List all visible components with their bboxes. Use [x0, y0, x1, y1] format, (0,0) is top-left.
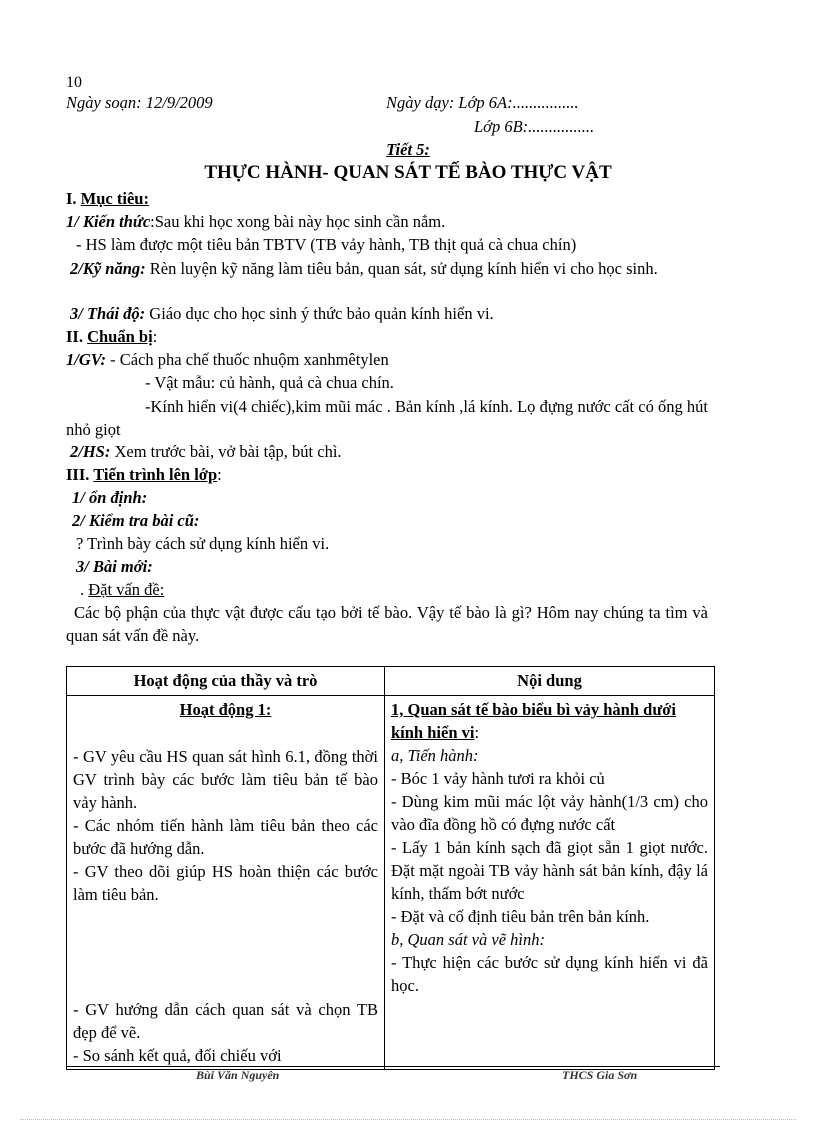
gv-line: [66, 349, 389, 371]
activity-step: - GV yêu cầu HS quan sát hình 6.1, đồng thời GV trình bày các bước làm tiêu bản tế bào vảy hành.: [73, 747, 378, 812]
table-row: [67, 696, 715, 1070]
content-title: [391, 698, 708, 744]
footer-author: Bùi Văn Nguyên: [196, 1068, 280, 1082]
activity-title: Hoạt động 1:: [179, 700, 272, 719]
objectives-number: I.: [66, 189, 77, 208]
content-step: - Bóc 1 vảy hành tươi ra khỏi củ: [391, 769, 605, 788]
hs-line: [70, 441, 342, 463]
sub-heading-b: b, Quan sát và vẽ hình:: [391, 930, 545, 949]
content-step: - Đặt và cố định tiêu bản trên bản kính.: [391, 907, 650, 926]
content-title-colon: :: [474, 723, 480, 742]
knowledge-line: [66, 211, 445, 233]
footer-rule: [66, 1066, 720, 1067]
problem-line: [80, 579, 164, 601]
lesson-title: THỰC HÀNH- QUAN SÁT TẾ BÀO THỰC VẬT: [204, 162, 612, 183]
table-header-row: [67, 667, 715, 696]
activity-step: - GV theo dõi giúp HS hoàn thiện các bước làm tiêu bản.: [73, 862, 378, 904]
process-heading: [66, 464, 222, 486]
preparation-colon: :: [152, 327, 158, 346]
activity-step: - GV hướng dẫn cách quan sát và chọn TB đẹp để vẽ.: [73, 1000, 378, 1042]
hs-text: Xem trước bài, vở bài tập, bút chì.: [110, 442, 342, 461]
teaching-date-6b: Lớp 6B:................: [474, 117, 595, 136]
hs-label: 2/HS:: [70, 442, 111, 461]
objectives-heading: [66, 188, 149, 210]
content-cell: [385, 696, 715, 1070]
check-question: ? Trình bày cách sử dụng kính hiển vi.: [76, 534, 330, 553]
process-label: Tiến trình lên lớp: [93, 465, 218, 484]
stabilize-heading: 1/ ổn định:: [72, 488, 148, 507]
objectives-label: Mục tiêu:: [80, 189, 149, 208]
page-edge-divider: [20, 1119, 796, 1120]
process-colon: :: [217, 465, 222, 484]
skill-label: 2/Kỹ năng:: [70, 259, 146, 278]
lesson-table: [66, 666, 715, 1070]
spacer: [73, 906, 378, 998]
col1-header: Hoạt động của thầy và trò: [67, 667, 385, 696]
footer-school: THCS Gia Sơn: [562, 1068, 638, 1082]
gv-text: - Cách pha chế thuốc nhuộm xanhmêtylen: [106, 350, 389, 369]
content-step: - Lấy 1 bản kính sạch đã giọt sẵn 1 giọt nước. Đặt mặt ngoài TB vảy hành sát bản kính, đậy lá kính, thấm bớt nước: [391, 838, 708, 903]
spacer: [73, 721, 378, 745]
teaching-date-6a: Ngày dạy: Lớp 6A:................: [386, 93, 579, 112]
gv-item-3: -Kính hiển vi(4 chiếc),kim mũi mác . Bản kính ,lá kính. Lọ đựng nước cất có ống hút nhỏ giọt: [66, 397, 708, 439]
activity-step: - So sánh kết quả, đối chiếu với: [73, 1046, 282, 1065]
knowledge-text: :Sau khi học xong bài này học sinh cần nắm.: [150, 212, 446, 231]
preparation-number: II.: [66, 327, 83, 346]
content-step: - Thực hiện các bước sử dụng kính hiển vi đã học.: [391, 953, 708, 995]
skill-paragraph: [66, 257, 708, 280]
process-number: III.: [66, 465, 90, 484]
skill-text: Rèn luyện kỹ năng làm tiêu bản, quan sát, sử dụng kính hiển vi cho học sinh.: [145, 259, 658, 278]
problem-prefix: .: [80, 580, 89, 599]
problem-label: Đặt vấn đề:: [88, 580, 165, 599]
teacher-student-cell: [67, 696, 385, 1070]
preparation-label: Chuẩn bị: [87, 327, 153, 346]
content-title-text: 1, Quan sát tế bào biểu bì vảy hành dưới kính hiển vi: [391, 700, 676, 742]
lesson-period: Tiết 5:: [386, 140, 430, 159]
attitude-text: Giáo dục cho học sinh ý thức bảo quản kính hiển vi.: [145, 304, 494, 323]
col2-header: Nội dung: [385, 667, 715, 696]
knowledge-point: - HS làm được một tiêu bản TBTV (TB vảy hành, TB thịt quả cà chua chín): [76, 235, 577, 254]
attitude-label: 3/ Thái độ:: [70, 304, 146, 323]
check-old-heading: 2/ Kiểm tra bài cũ:: [72, 511, 200, 530]
preparation-heading: [66, 326, 157, 348]
page-number: 10: [66, 74, 82, 91]
sub-heading-a: a, Tiến hành:: [391, 746, 479, 765]
date-prepared: Ngày soạn: 12/9/2009: [66, 93, 213, 112]
attitude-line: [70, 303, 494, 325]
activity-step: - Các nhóm tiến hành làm tiêu bản theo các bước đã hướng dẫn.: [73, 816, 378, 858]
knowledge-label: 1/ Kiến thức: [66, 212, 151, 231]
new-lesson-heading: 3/ Bài mới:: [76, 557, 153, 576]
content-step: - Dùng kim mũi mác lột vảy hành(1/3 cm) cho vào đĩa đồng hồ có đựng nước cất: [391, 792, 708, 834]
gv-item-2: - Vật mẫu: củ hành, quả cà chua chín.: [145, 373, 394, 392]
gv-label: 1/GV:: [66, 350, 107, 369]
intro-paragraph: Các bộ phận của thực vật được cấu tạo bởi tế bào. Vậy tế bào là gì? Hôm nay chúng ta tìm và quan sát vấn đề này.: [66, 603, 708, 645]
